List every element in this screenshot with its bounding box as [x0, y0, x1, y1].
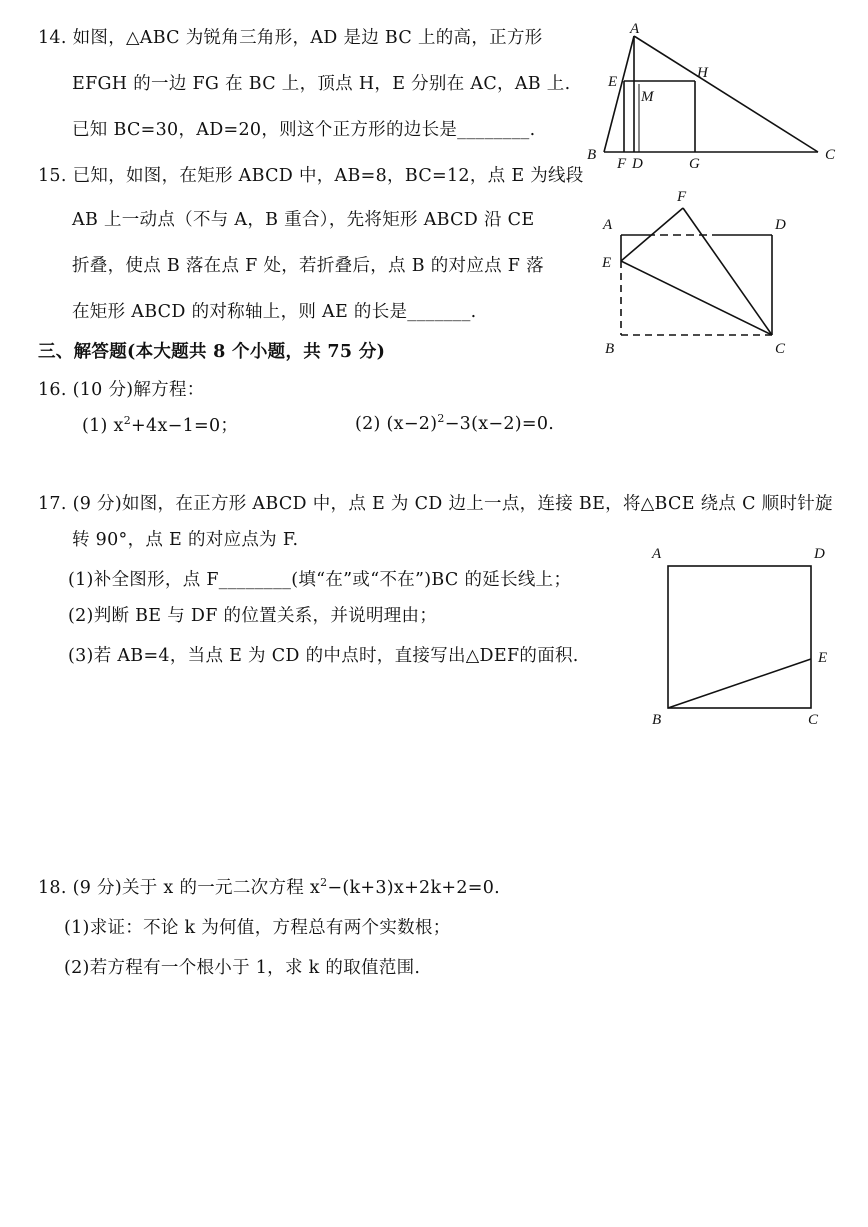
- q16-title: 16. (10 分)解方程：: [38, 380, 205, 400]
- q18-line-1-b: −(k+3)x+2k+2=0.: [327, 878, 501, 898]
- q15-line-3: 折叠，使点 B 落在点 F 处，若折叠后，点 B 的对应点 F 落: [72, 256, 544, 276]
- q17-label-E: E: [818, 650, 828, 666]
- q14-label-B: B: [587, 147, 597, 163]
- q15-line-1: 15. 已知，如图，在矩形 ABCD 中，AB=8，BC=12，点 E 为线段: [38, 166, 584, 186]
- q15-line-2: AB 上一动点（不与 A，B 重合），先将矩形 ABCD 沿 CE: [72, 210, 535, 230]
- q14-label-A: A: [630, 22, 640, 37]
- q14-line-3: 已知 BC=30，AD=20，则这个正方形的边长是________.: [72, 120, 536, 140]
- q14-label-D: D: [632, 156, 643, 172]
- q14-label-H: H: [697, 65, 708, 81]
- q14-line-2: EFGH 的一边 FG 在 BC 上，顶点 H，E 分别在 AC，AB 上.: [72, 74, 571, 94]
- q16-part-1-a: (1) x: [82, 416, 124, 436]
- q17-label-C: C: [808, 712, 819, 728]
- q15-label-E: E: [602, 255, 612, 271]
- q18-part-1: (1)求证：不论 k 为何值，方程总有两个实数根；: [64, 918, 451, 938]
- q14-label-G: G: [689, 156, 700, 172]
- q17-line-2: 转 90°，点 E 的对应点为 F.: [72, 530, 299, 550]
- q16-part-1: [82, 412, 238, 437]
- q17-label-D: D: [814, 546, 825, 562]
- q17-figure: [640, 540, 840, 732]
- q16-part-2-b: −3(x−2)=0.: [444, 413, 555, 434]
- q18-part-2: (2)若方程有一个根小于 1，求 k 的取值范围.: [64, 958, 421, 978]
- q15-line-4: 在矩形 ABCD 的对称轴上，则 AE 的长是_______.: [72, 302, 477, 322]
- q18-line-1-a: 18. (9 分)关于 x 的一元二次方程 x: [38, 878, 321, 898]
- q14-label-E: E: [608, 74, 618, 90]
- q17-part-2: (2)判断 BE 与 DF 的位置关系，并说明理由；: [68, 606, 438, 626]
- q15-figure: [595, 185, 805, 360]
- q17-line-1: 17. (9 分)如图，在正方形 ABCD 中，点 E 为 CD 边上一点，连接 BE，将△BCE 绕点 C 顺时针旋: [38, 494, 833, 514]
- q14-figure: [580, 22, 850, 172]
- q17-label-A: A: [652, 546, 662, 562]
- q18-line-1-exp: 2: [320, 876, 328, 890]
- q15-label-D: D: [775, 217, 786, 233]
- q16-part-2-exp: 2: [437, 412, 445, 425]
- q14-label-F: F: [617, 156, 627, 172]
- q17-part-3: (3)若 AB=4，当点 E 为 CD 的中点时，直接写出△DEF的面积.: [68, 646, 579, 666]
- q17-label-B: B: [652, 712, 662, 728]
- q16-part-1-b: +4x−1=0；: [131, 416, 239, 436]
- q14-line-1: 14. 如图，△ABC 为锐角三角形，AD 是边 BC 上的高，正方形: [38, 28, 543, 48]
- q15-label-B: B: [605, 341, 615, 357]
- q16-part-1-exp: 2: [123, 414, 132, 428]
- q16-part-2-a: (2) (x−2): [355, 413, 438, 434]
- q15-label-A: A: [603, 217, 613, 233]
- q15-label-F: F: [677, 189, 687, 205]
- q15-label-C: C: [775, 341, 786, 357]
- q18-line-1: [38, 874, 500, 899]
- q14-label-C: C: [825, 147, 836, 163]
- q14-label-M: M: [641, 89, 654, 105]
- q16-part-2: [355, 412, 554, 434]
- section-3-heading: 三、解答题(本大题共 8 个小题，共 75 分): [38, 342, 386, 362]
- q17-part-1: (1)补全图形，点 F________(填“在”或“不在”)BC 的延长线上；: [68, 570, 572, 590]
